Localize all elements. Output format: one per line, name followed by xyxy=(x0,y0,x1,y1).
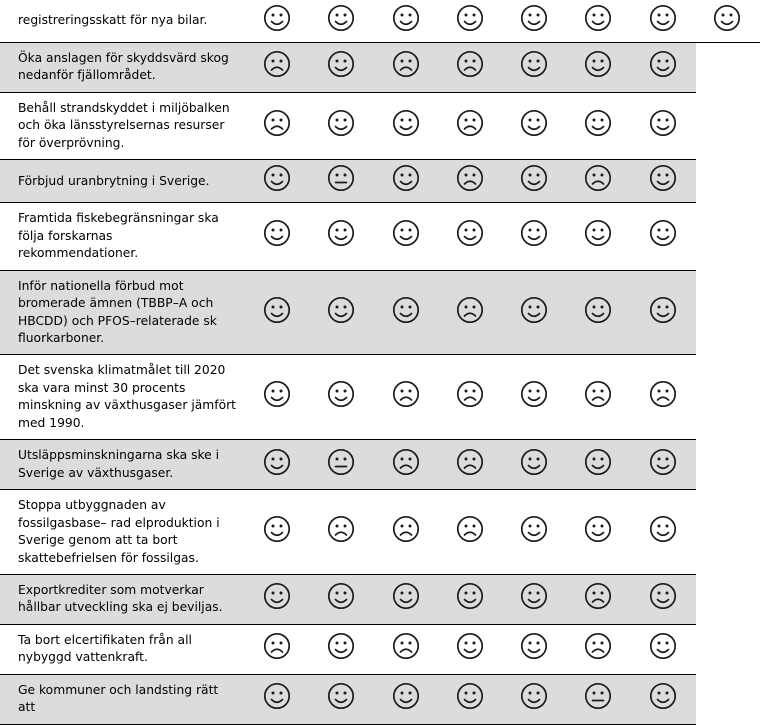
vote-cell-smile-icon xyxy=(310,625,374,674)
smile-face-icon xyxy=(520,50,550,80)
smile-face-icon xyxy=(520,582,550,612)
table-row xyxy=(0,93,760,159)
smile-face-icon xyxy=(649,515,679,545)
vote-cell-smile-icon xyxy=(567,440,631,489)
vote-cell-smile-icon xyxy=(375,271,439,355)
smile-face-icon xyxy=(520,448,550,478)
smile-face-icon xyxy=(520,164,550,194)
vote-cell-smile-icon xyxy=(503,440,567,489)
smile-face-icon xyxy=(520,219,550,249)
proposal-label: Behåll strandskyddet i miljöbalken och öka länsstyrelsernas resurser för överprövning. xyxy=(0,93,246,159)
proposal-label: Exportkrediter som motverkar hållbar utveckling ska ej beviljas. xyxy=(0,575,246,624)
smile-face-icon xyxy=(327,296,357,326)
smile-face-icon xyxy=(649,448,679,478)
vote-cell-smile-icon xyxy=(246,440,310,489)
vote-cell-smile-icon xyxy=(567,43,631,92)
smile-face-icon xyxy=(327,682,357,712)
vote-cell-smile-icon xyxy=(246,271,310,355)
vote-cell-smile-icon xyxy=(503,625,567,674)
smile-face-icon xyxy=(263,682,293,712)
vote-cell-frown-icon xyxy=(375,490,439,574)
vote-cell-frown-icon xyxy=(632,355,696,439)
proposal-label: Ta bort elcertifikaten från all nybyggd vattenkraft. xyxy=(0,625,246,674)
frown-face-icon xyxy=(392,50,422,80)
vote-cell-frown-icon xyxy=(439,160,503,202)
table-row xyxy=(0,160,760,202)
smile-face-icon xyxy=(263,582,293,612)
smile-face-icon xyxy=(584,50,614,80)
neutral-face-icon xyxy=(327,448,357,478)
smile-face-icon xyxy=(520,380,550,410)
vote-cell-smile-icon xyxy=(503,93,567,159)
vote-cell-smile-icon xyxy=(503,203,567,269)
smile-face-icon xyxy=(456,682,486,712)
vote-cell-frown-icon xyxy=(375,43,439,92)
vote-cell-smile-icon xyxy=(503,160,567,202)
vote-cell-smile-icon xyxy=(503,675,567,724)
smile-face-icon xyxy=(649,682,679,712)
vote-cell-smile-icon xyxy=(503,575,567,624)
smile-face-icon xyxy=(520,515,550,545)
smile-face-icon xyxy=(649,4,679,34)
table-row xyxy=(0,575,760,624)
vote-cell-smile-icon xyxy=(310,355,374,439)
vote-cell-smile-icon xyxy=(439,575,503,624)
neutral-face-icon xyxy=(584,682,614,712)
vote-cell-frown-icon xyxy=(439,355,503,439)
frown-face-icon xyxy=(456,515,486,545)
frown-face-icon xyxy=(456,50,486,80)
smile-face-icon xyxy=(520,682,550,712)
frown-face-icon xyxy=(584,164,614,194)
frown-face-icon xyxy=(392,515,422,545)
smile-face-icon xyxy=(263,296,293,326)
smile-face-icon xyxy=(584,296,614,326)
smile-face-icon xyxy=(456,582,486,612)
smile-face-icon xyxy=(520,296,550,326)
frown-face-icon xyxy=(456,109,486,139)
vote-cell-smile-icon xyxy=(439,675,503,724)
vote-cell-smile-icon xyxy=(503,271,567,355)
vote-cell-smile-icon xyxy=(567,490,631,574)
smile-face-icon xyxy=(649,582,679,612)
frown-face-icon xyxy=(584,380,614,410)
smile-face-icon xyxy=(327,582,357,612)
proposal-label: Ge kommuner och landsting rätt att xyxy=(0,675,246,724)
vote-cell-smile-icon xyxy=(632,203,696,269)
vote-cell-frown-icon xyxy=(567,625,631,674)
table-row xyxy=(0,43,760,92)
vote-cell-frown-icon xyxy=(439,43,503,92)
proposal-label: Det svenska klimatmålet till 2020 ska vara minst 30 procents minskning av växthusgaser jämfört med 1990. xyxy=(0,355,246,439)
frown-face-icon xyxy=(584,632,614,662)
smile-face-icon xyxy=(649,164,679,194)
frown-face-icon xyxy=(456,448,486,478)
vote-cell-smile-icon xyxy=(375,675,439,724)
vote-cell-smile-icon xyxy=(632,440,696,489)
vote-cell-smile-icon xyxy=(246,203,310,269)
vote-cell-frown-icon xyxy=(375,355,439,439)
frown-face-icon xyxy=(456,296,486,326)
smile-face-icon xyxy=(392,4,422,34)
smile-face-icon xyxy=(263,515,293,545)
vote-cell-frown-icon xyxy=(439,490,503,574)
smile-face-icon xyxy=(263,448,293,478)
smile-face-icon xyxy=(327,380,357,410)
vote-cell-smile-icon xyxy=(632,575,696,624)
vote-cell-smile-icon xyxy=(632,93,696,159)
vote-cell-frown-icon xyxy=(439,93,503,159)
vote-cell-smile-icon xyxy=(503,0,567,42)
table-row xyxy=(0,355,760,439)
frown-face-icon xyxy=(649,380,679,410)
vote-cell-smile-icon xyxy=(632,43,696,92)
smile-face-icon xyxy=(649,219,679,249)
smile-face-icon xyxy=(327,50,357,80)
vote-cell-smile-icon xyxy=(246,675,310,724)
vote-cell-frown-icon xyxy=(375,440,439,489)
smile-face-icon xyxy=(584,109,614,139)
frown-face-icon xyxy=(456,164,486,194)
vote-cell-smile-icon xyxy=(375,203,439,269)
vote-cell-smile-icon xyxy=(310,0,374,42)
smile-face-icon xyxy=(649,632,679,662)
vote-cell-smile-icon xyxy=(503,355,567,439)
vote-cell-frown-icon xyxy=(439,271,503,355)
frown-face-icon xyxy=(392,448,422,478)
vote-cell-smile-icon xyxy=(632,625,696,674)
vote-cell-smile-icon xyxy=(246,0,310,42)
vote-cell-smile-icon xyxy=(632,160,696,202)
proposal-label: Öka anslagen för skyddsvärd skog nedanför fjällområdet. xyxy=(0,43,246,92)
vote-cell-smile-icon xyxy=(567,203,631,269)
vote-cell-frown-icon xyxy=(246,43,310,92)
vote-cell-smile-icon xyxy=(439,0,503,42)
smile-face-icon xyxy=(392,164,422,194)
vote-cell-smile-icon xyxy=(246,160,310,202)
smile-face-icon xyxy=(584,448,614,478)
frown-face-icon xyxy=(456,380,486,410)
proposal-label: registreringsskatt för nya bilar. xyxy=(0,0,246,42)
vote-cell-smile-icon xyxy=(310,675,374,724)
smile-face-icon xyxy=(392,109,422,139)
frown-face-icon xyxy=(392,380,422,410)
vote-cell-frown-icon xyxy=(246,625,310,674)
vote-cell-smile-icon xyxy=(696,0,760,42)
vote-cell-smile-icon xyxy=(375,93,439,159)
smile-face-icon xyxy=(649,109,679,139)
proposal-label: Förbjud uranbrytning i Sverige. xyxy=(0,160,246,202)
table-row xyxy=(0,490,760,574)
smile-face-icon xyxy=(263,380,293,410)
proposal-label: Framtida fiskebegränsningar ska följa forskarnas rekommendationer. xyxy=(0,203,246,269)
vote-cell-smile-icon xyxy=(310,43,374,92)
vote-cell-neutral-icon xyxy=(567,675,631,724)
frown-face-icon xyxy=(584,582,614,612)
smile-face-icon xyxy=(392,582,422,612)
vote-cell-frown-icon xyxy=(375,625,439,674)
vote-cell-neutral-icon xyxy=(310,440,374,489)
smile-face-icon xyxy=(713,4,743,34)
vote-cell-smile-icon xyxy=(310,203,374,269)
smile-face-icon xyxy=(456,632,486,662)
vote-cell-smile-icon xyxy=(310,575,374,624)
table-row xyxy=(0,440,760,489)
vote-cell-smile-icon xyxy=(246,490,310,574)
vote-cell-smile-icon xyxy=(632,675,696,724)
smile-face-icon xyxy=(263,4,293,34)
vote-cell-frown-icon xyxy=(310,490,374,574)
vote-cell-smile-icon xyxy=(503,490,567,574)
proposal-label: Stoppa utbyggnaden av fossilgasbase– rad elproduktion i Sverige genom att ta bort skattebefrielsen för fossilgas. xyxy=(0,490,246,574)
vote-cell-smile-icon xyxy=(632,271,696,355)
smile-face-icon xyxy=(649,50,679,80)
frown-face-icon xyxy=(263,50,293,80)
smile-face-icon xyxy=(456,4,486,34)
table-row xyxy=(0,625,760,674)
smile-face-icon xyxy=(327,632,357,662)
smile-face-icon xyxy=(327,109,357,139)
vote-cell-frown-icon xyxy=(246,93,310,159)
smile-face-icon xyxy=(392,219,422,249)
vote-cell-smile-icon xyxy=(567,271,631,355)
vote-cell-smile-icon xyxy=(632,0,696,42)
smile-face-icon xyxy=(263,164,293,194)
proposal-label: Utsläppsminskningarna ska ske i Sverige av växthusgaser. xyxy=(0,440,246,489)
smile-face-icon xyxy=(584,4,614,34)
proposal-label: Inför nationella förbud mot bromerade ämnen (TBBP–A och HBCDD) och PFOS–relaterade sk fluorkarboner. xyxy=(0,271,246,355)
vote-cell-smile-icon xyxy=(503,43,567,92)
smile-face-icon xyxy=(392,296,422,326)
smile-face-icon xyxy=(520,109,550,139)
vote-cell-smile-icon xyxy=(567,93,631,159)
vote-cell-neutral-icon xyxy=(310,160,374,202)
table-row xyxy=(0,0,760,42)
smile-face-icon xyxy=(327,4,357,34)
vote-cell-smile-icon xyxy=(246,575,310,624)
smile-face-icon xyxy=(584,219,614,249)
frown-face-icon xyxy=(263,632,293,662)
neutral-face-icon xyxy=(327,164,357,194)
frown-face-icon xyxy=(327,515,357,545)
vote-cell-frown-icon xyxy=(567,355,631,439)
vote-cell-smile-icon xyxy=(375,0,439,42)
table-row xyxy=(0,675,760,724)
smile-face-icon xyxy=(456,219,486,249)
table-row xyxy=(0,203,760,269)
smile-face-icon xyxy=(520,632,550,662)
table-row xyxy=(0,271,760,355)
smile-face-icon xyxy=(392,682,422,712)
frown-face-icon xyxy=(392,632,422,662)
vote-cell-smile-icon xyxy=(246,355,310,439)
vote-cell-smile-icon xyxy=(632,490,696,574)
smile-face-icon xyxy=(263,219,293,249)
vote-cell-frown-icon xyxy=(567,160,631,202)
vote-cell-smile-icon xyxy=(375,160,439,202)
smile-face-icon xyxy=(520,4,550,34)
smile-face-icon xyxy=(327,219,357,249)
vote-cell-smile-icon xyxy=(310,271,374,355)
vote-cell-smile-icon xyxy=(439,625,503,674)
smile-face-icon xyxy=(649,296,679,326)
vote-cell-smile-icon xyxy=(375,575,439,624)
vote-cell-frown-icon xyxy=(567,575,631,624)
vote-cell-smile-icon xyxy=(310,93,374,159)
frown-face-icon xyxy=(263,109,293,139)
smile-face-icon xyxy=(584,515,614,545)
vote-cell-frown-icon xyxy=(439,440,503,489)
vote-cell-smile-icon xyxy=(567,0,631,42)
vote-cell-smile-icon xyxy=(439,203,503,269)
